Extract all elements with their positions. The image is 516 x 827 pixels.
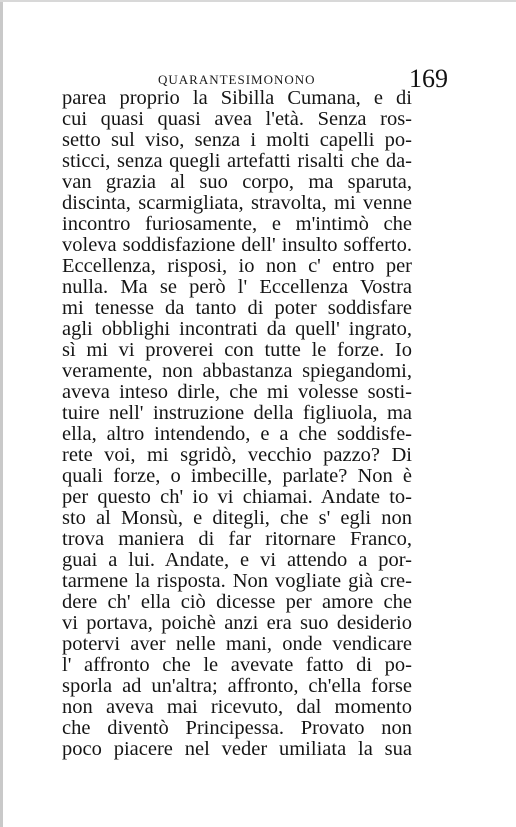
text-line: aveva inteso dirle, che mi volesse sosti-	[62, 381, 412, 403]
text-line: tuire nell' instruzione della figliuola, ma	[62, 402, 412, 424]
body-text	[62, 88, 412, 760]
text-line: dere ch' ella ciò dicesse per amore che	[62, 591, 412, 613]
text-line: per questo ch' io vi chiamai. Andate to-	[62, 486, 412, 508]
page-number: 169	[409, 64, 448, 93]
text-line: veramente, non abbastanza spiegandomi,	[62, 360, 412, 382]
running-title: QUARANTESIMONONO	[158, 72, 316, 87]
text-line: non aveva mai ricevuto, dal momento	[62, 696, 412, 718]
book-page	[18, 66, 498, 806]
text-line: rete voi, mi sgridò, vecchio pazzo? Di	[62, 444, 412, 466]
text-line: mi tenesse da tanto di poter soddisfare	[62, 297, 412, 319]
scan-edge-top	[0, 0, 516, 2]
text-line: Eccellenza, risposi, io non c' entro per	[62, 255, 412, 277]
text-line: poco piacere nel veder umiliata la sua	[62, 738, 412, 760]
text-line: cui quasi quasi avea l'età. Senza ros-	[62, 108, 412, 130]
text-line: van grazia al suo corpo, ma sparuta,	[62, 171, 412, 193]
text-line: nulla. Ma se però l' Eccellenza Vostra	[62, 276, 412, 298]
text-line: tarmene la risposta. Non vogliate già cre-	[62, 570, 412, 592]
text-line: discinta, scarmigliata, stravolta, mi venne	[62, 192, 412, 214]
text-line: che diventò Principessa. Provato non	[62, 717, 412, 739]
text-line: quali forze, o imbecille, parlate? Non è	[62, 465, 412, 487]
scan-edge-left	[0, 0, 3, 827]
text-line: sporla ad un'altra; affronto, ch'ella forse	[62, 675, 412, 697]
text-line: l' affronto che le avevate fatto di po-	[62, 654, 412, 676]
text-line: voleva soddisfazione dell' insulto sofferto.	[62, 234, 412, 256]
text-line: vi portava, poichè anzi era suo desiderio	[62, 612, 412, 634]
text-line: incontro furiosamente, e m'intimò che	[62, 213, 412, 235]
text-line: trova maniera di far ritornare Franco,	[62, 528, 412, 550]
text-line: potervi aver nelle mani, onde vendicare	[62, 633, 412, 655]
text-line: sì mi vi proverei con tutte le forze. Io	[62, 339, 412, 361]
text-line: guai a lui. Andate, e vi attendo a por-	[62, 549, 412, 571]
text-line: setto sul viso, senza i molti capelli po-	[62, 129, 412, 151]
text-line: sto al Monsù, e ditegli, che s' egli non	[62, 507, 412, 529]
text-line: ella, altro intendendo, e a che soddisfe-	[62, 423, 412, 445]
text-line: agli obblighi incontrati da quell' ingrato,	[62, 318, 412, 340]
text-line: parea proprio la Sibilla Cumana, e di	[62, 87, 412, 109]
text-line: sticci, senza quegli artefatti risalti che da-	[62, 150, 412, 172]
